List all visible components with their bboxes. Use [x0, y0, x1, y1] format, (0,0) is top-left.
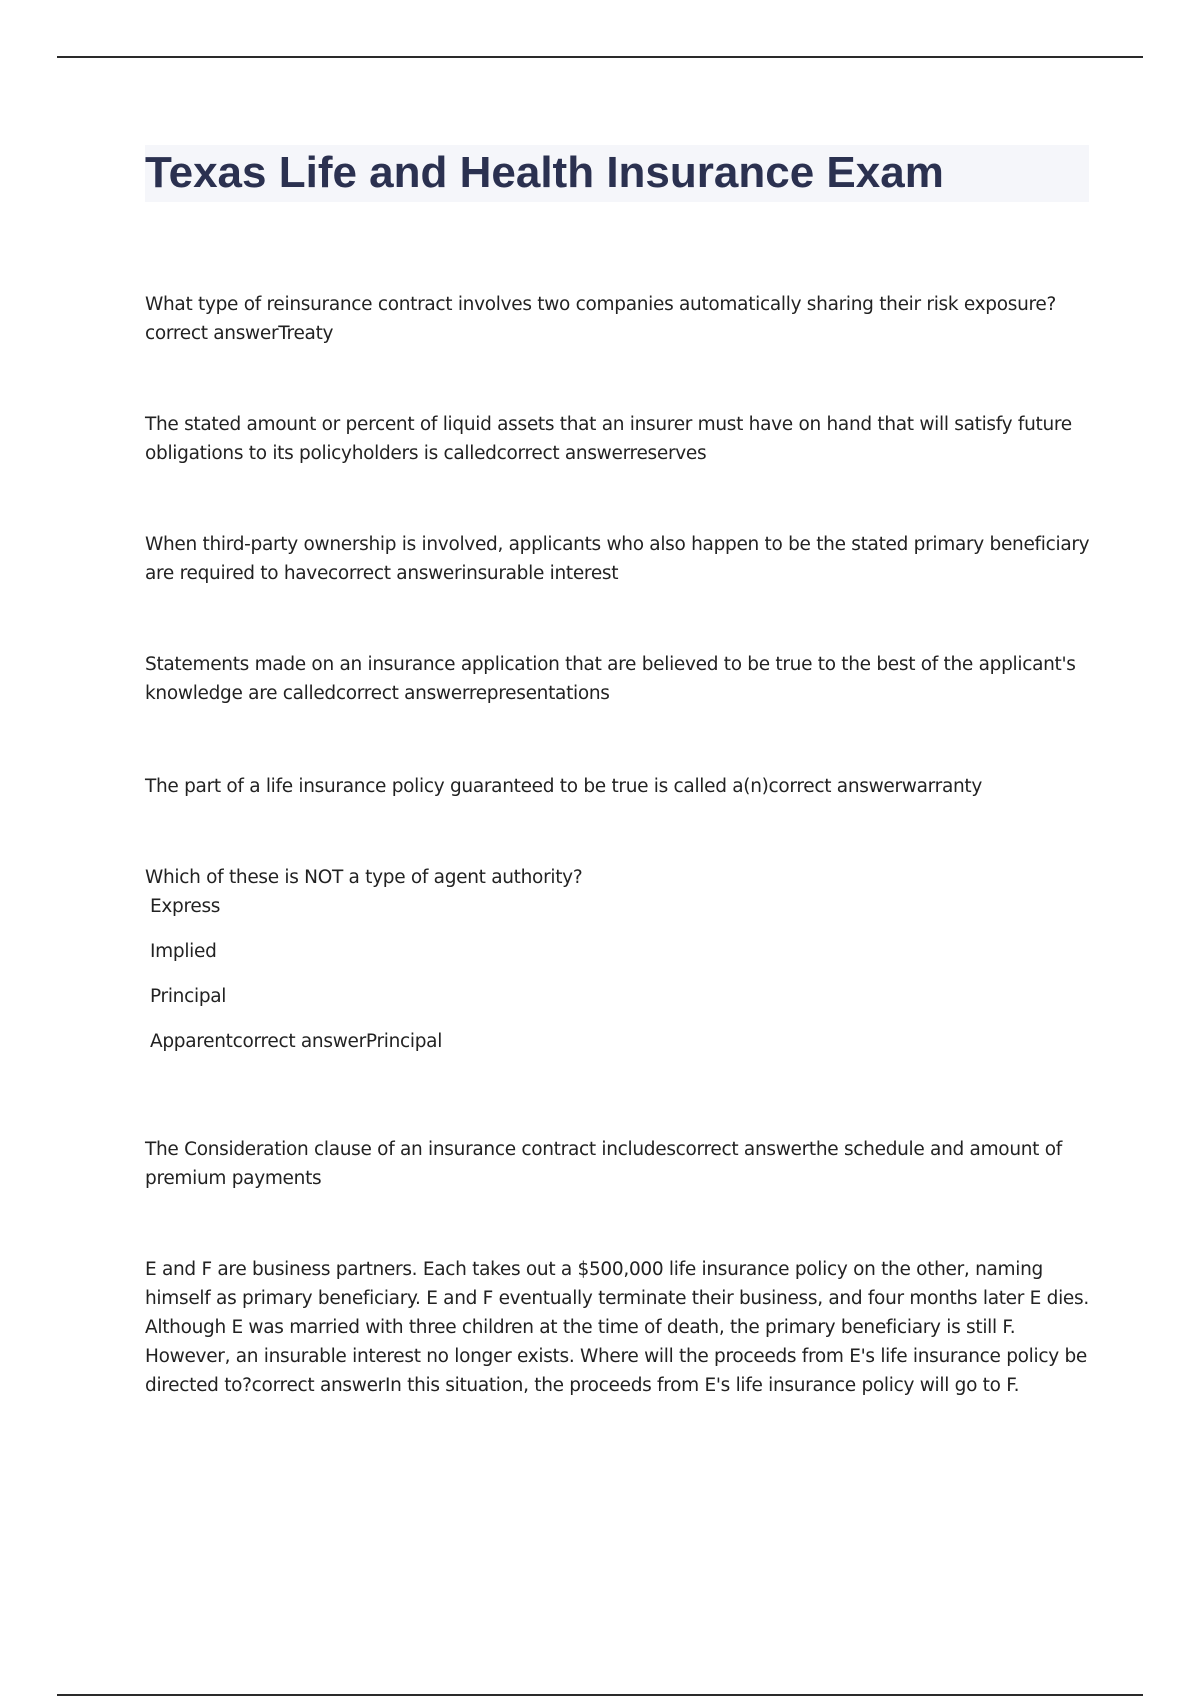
qa-text: The stated amount or percent of liquid assets that an insurer must have on hand that will satisfy future obligations to its policyholders is calledcorrect answerreserves [145, 414, 1072, 464]
answer-option: Principal [150, 986, 227, 1007]
answer-option: Apparentcorrect answerPrincipal [150, 1031, 443, 1052]
qa-item-3 [145, 530, 1095, 588]
answer-option: Express [150, 896, 221, 917]
footer-rule [57, 1694, 1143, 1696]
qa-item-5 [145, 772, 1095, 801]
qa-text: E and F are business partners. Each takes out a $500,000 life insurance policy on the other, naming himself as primary beneficiary. E and F eventually terminate their business, and four months later E dies. Although E was married with three children at the time of death, the primary beneficiary is still F. However, an insurable interest no longer exists. Where will the proceeds from E's life insurance policy be directed to?correct answerIn this situation, the proceeds from E's life insurance policy will go to F. [145, 1259, 1089, 1396]
qa-item-6 [145, 863, 1095, 1056]
qa-item-7 [145, 1135, 1095, 1193]
qa-text: The Consideration clause of an insurance contract includescorrect answerthe schedule and amount of premium payments [145, 1139, 1062, 1189]
qa-item-2 [145, 410, 1095, 468]
qa-item-8 [145, 1255, 1095, 1400]
qa-item-1 [145, 290, 1095, 348]
answer-option: Implied [150, 941, 217, 962]
document-title: Texas Life and Health Insurance Exam [145, 148, 944, 197]
qa-text: What type of reinsurance contract involves two companies automatically sharing their risk exposure?correct answerTreaty [145, 294, 1056, 344]
qa-text: Statements made on an insurance application that are believed to be true to the best of the applicant's knowledge are calledcorrect answerrepresentations [145, 654, 1076, 704]
qa-text: The part of a life insurance policy guaranteed to be true is called a(n)correct answerwarranty [145, 776, 983, 797]
qa-text: When third-party ownership is involved, applicants who also happen to be the stated primary beneficiary are required to havecorrect answerinsurable interest [145, 534, 1090, 584]
header-rule [57, 56, 1143, 58]
qa-question: Which of these is NOT a type of agent authority? [145, 867, 583, 888]
qa-item-4 [145, 650, 1095, 708]
